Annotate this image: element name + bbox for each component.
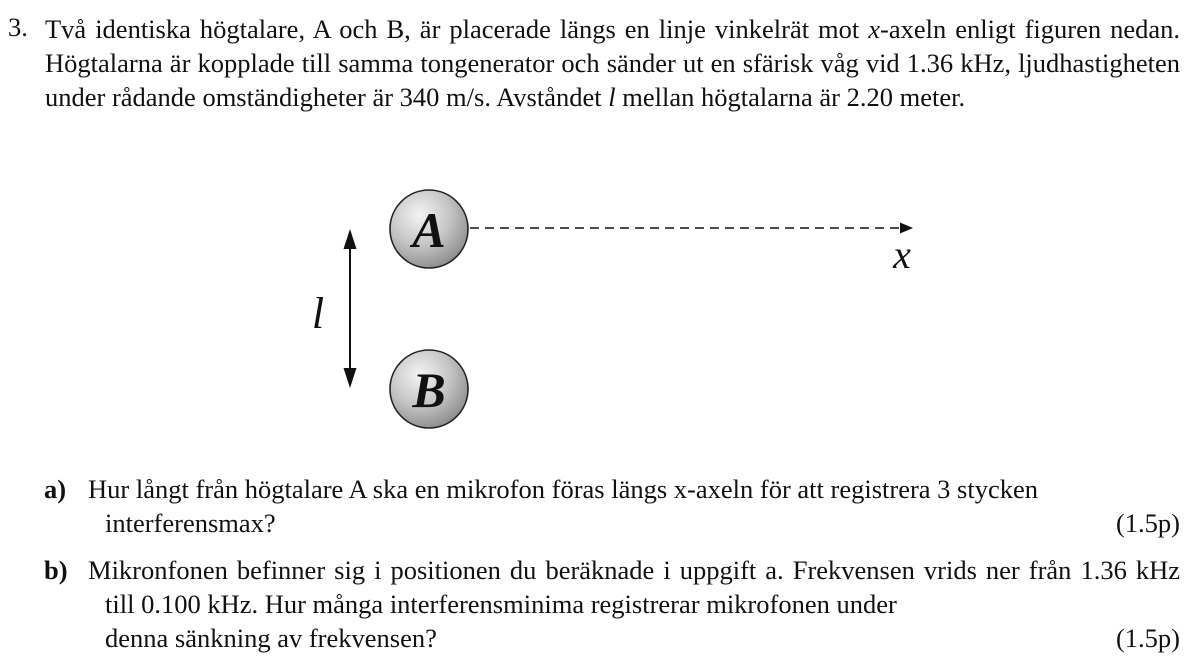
x-variable: x: [868, 14, 881, 44]
speaker-b-label: B: [412, 362, 446, 418]
distance-arrow-up-head: [344, 229, 357, 249]
distance-label: l: [311, 289, 325, 338]
subquestion-b-text: Mikronfonen befinner sig i positionen du beräknade i uppgift a. Frekvensen vrids ner från 1.36 kHz till 0.100 kHz. Hur många interferensminima registrerar mikrofonen under: [88, 555, 1180, 619]
subquestion-a-points: (1.5p): [1115, 508, 1180, 538]
subquestion-a-label: a): [44, 474, 67, 504]
subquestion-a: [44, 472, 1180, 540]
subquestion-a-last-line: interferensmax?: [105, 508, 276, 538]
x-axis-label: x: [893, 232, 911, 277]
subquestion-b: [44, 553, 1180, 655]
speaker-a-label: A: [412, 202, 446, 258]
subquestion-b-label: b): [44, 555, 68, 585]
l-variable: l: [608, 82, 616, 112]
problem-text: Två identiska högtalare, A och B, är placerade längs en linje vinkelrät mot x-axeln enligt figuren nedan. Högtalarna är kopplade till samma tongenerator och sänder ut en sfärisk våg vid 1.36 kHz, ljudhastigheten under rådande omständigheter är 340 m/s. Avståndet l mellan högtalarna är 2.20 meter.: [45, 14, 1181, 112]
distance-arrow-down-head: [344, 368, 357, 388]
subquestion-a-text: Hur långt från högtalare A ska en mikrofon föras längs x-axeln för att registrera 3 stycken: [88, 474, 1039, 504]
problem-number: 3.: [8, 12, 28, 42]
subquestion-b-last-line: denna sänkning av frekvensen?: [105, 623, 437, 653]
subquestion-b-points: (1.5p): [1115, 623, 1180, 653]
